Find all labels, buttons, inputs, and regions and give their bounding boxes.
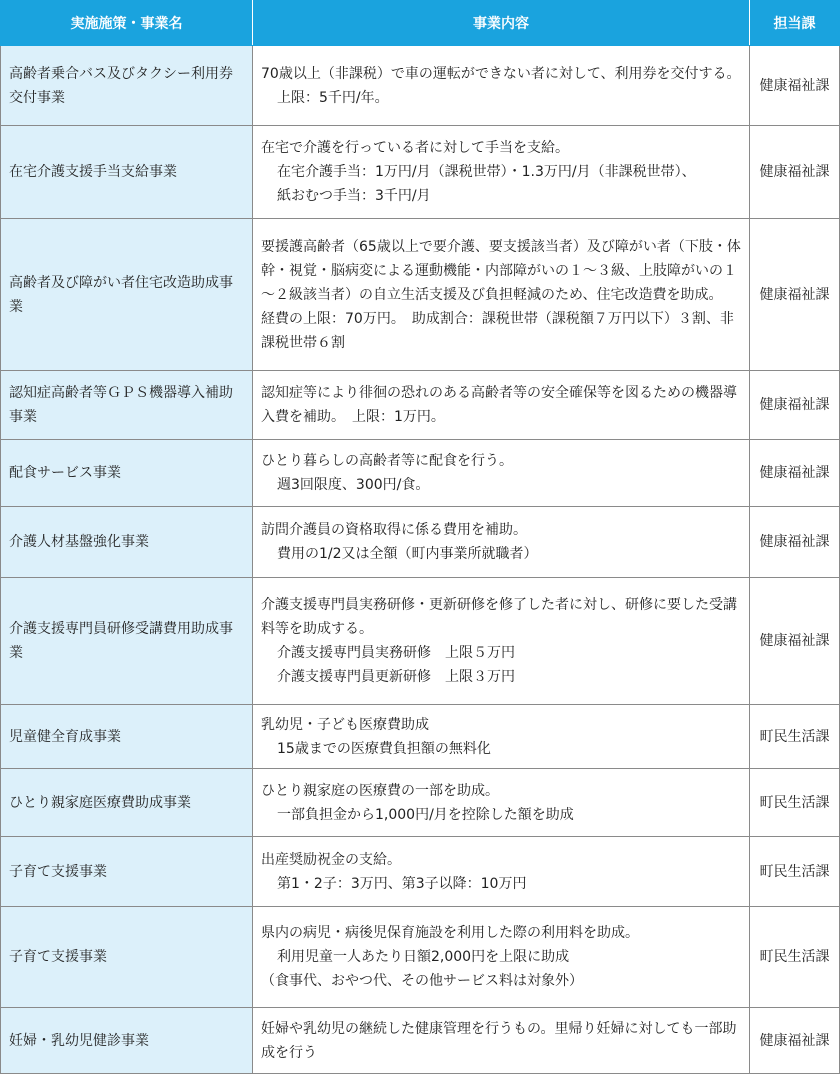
content-line: 県内の病児・病後児保育施設を利用した際の利用料を助成。 bbox=[261, 925, 639, 941]
content-line: 認知症等により徘徊の恐れのある高齢者等の安全確保等を図るための機器導入費を補助。 上限：1万円。 bbox=[261, 385, 737, 425]
department: 町民生活課 bbox=[750, 837, 840, 907]
department: 健康福祉課 bbox=[750, 440, 840, 507]
table-row bbox=[1, 769, 840, 837]
content-line: 妊婦や乳幼児の継続した健康管理を行うもの。里帰り妊婦に対しても一部助成を行う bbox=[261, 1020, 737, 1061]
table-row bbox=[1, 578, 840, 705]
program-content bbox=[253, 837, 750, 907]
content-line: 費用の1/2又は全額（町内事業所就職者） bbox=[277, 546, 538, 562]
content-line: 一部負担金から1,000円/月を控除した額を助成 bbox=[277, 806, 574, 823]
content-line: 要援護高齢者（65歳以上で要介護、要支援該当者）及び障がい者（下肢・体幹・視覚・脳病変による運動機能・内部障がいの１～３級、上肢障がいの１～２級該当者）の自立生活支援及び負担軽減のため、住宅改造費を助成。 経費の上限：70万円。 助成割合：課税世帯（課税額７万円以下）３割、非課税世帯６割 bbox=[261, 238, 741, 351]
table-row bbox=[1, 46, 840, 126]
department: 健康福祉課 bbox=[750, 507, 840, 578]
content-line: ひとり暮らしの高齢者等に配食を行う。 bbox=[261, 453, 513, 469]
content-line: 乳幼児・子ども医療費助成 bbox=[261, 716, 429, 733]
program-content bbox=[253, 126, 750, 219]
content-line: 15歳までの医療費負担額の無料化 bbox=[277, 740, 491, 757]
content-line: 在宅で介護を行っている者に対して手当を支給。 bbox=[261, 140, 569, 156]
program-name: 子育て支援事業 bbox=[1, 907, 253, 1008]
program-content bbox=[253, 219, 750, 371]
header-row bbox=[1, 1, 840, 46]
table-row bbox=[1, 507, 840, 578]
department: 健康福祉課 bbox=[750, 126, 840, 219]
table-row bbox=[1, 440, 840, 507]
content-line: 介護支援専門員更新研修 上限３万円 bbox=[277, 669, 515, 685]
program-name: 妊婦・乳幼児健診事業 bbox=[1, 1008, 253, 1074]
content-line: 介護支援専門員実務研修・更新研修を修了した者に対し、研修に要した受講料等を助成する。 bbox=[261, 597, 737, 637]
content-line: 70歳以上（非課税）で車の運転ができない者に対して、利用券を交付する。 bbox=[261, 65, 741, 82]
program-content bbox=[253, 907, 750, 1008]
content-line: 週3回限度、300円/食。 bbox=[277, 477, 430, 493]
header-department: 担当課 bbox=[750, 1, 840, 46]
table-row bbox=[1, 837, 840, 907]
content-line: 出産奨励祝金の支給。 bbox=[261, 851, 401, 868]
department: 健康福祉課 bbox=[750, 1008, 840, 1074]
department: 町民生活課 bbox=[750, 769, 840, 837]
content-line: 上限：5千円/年。 bbox=[277, 89, 389, 106]
table-row bbox=[1, 1008, 840, 1074]
content-line: 利用児童一人あたり日額2,000円を上限に助成 bbox=[277, 949, 570, 965]
program-name: 児童健全育成事業 bbox=[1, 705, 253, 769]
program-name: 子育て支援事業 bbox=[1, 837, 253, 907]
program-name: 在宅介護支援手当支給事業 bbox=[1, 126, 253, 219]
table-row bbox=[1, 907, 840, 1008]
program-name: 高齢者及び障がい者住宅改造助成事業 bbox=[1, 219, 253, 371]
content-line: 第1・2子：3万円、第3子以降：10万円 bbox=[277, 875, 527, 892]
program-content bbox=[253, 440, 750, 507]
department: 健康福祉課 bbox=[750, 46, 840, 126]
program-name: 配食サービス事業 bbox=[1, 440, 253, 507]
program-name: 認知症高齢者等ＧＰＳ機器導入補助事業 bbox=[1, 371, 253, 440]
program-content bbox=[253, 769, 750, 837]
program-name: 高齢者乗合バス及びタクシー利用券交付事業 bbox=[1, 46, 253, 126]
table-row bbox=[1, 705, 840, 769]
department: 町民生活課 bbox=[750, 907, 840, 1008]
program-name: 介護人材基盤強化事業 bbox=[1, 507, 253, 578]
content-line: 訪問介護員の資格取得に係る費用を補助。 bbox=[261, 522, 527, 538]
content-line: （食事代、おやつ代、その他サービス料は対象外） bbox=[261, 973, 583, 989]
program-content bbox=[253, 507, 750, 578]
header-program-name: 実施施策・事業名 bbox=[1, 1, 253, 46]
department: 町民生活課 bbox=[750, 705, 840, 769]
table-row bbox=[1, 219, 840, 371]
program-content bbox=[253, 371, 750, 440]
table-row bbox=[1, 126, 840, 219]
table-row bbox=[1, 371, 840, 440]
content-line: 紙おむつ手当：3千円/月 bbox=[277, 188, 431, 204]
department: 健康福祉課 bbox=[750, 578, 840, 705]
department: 健康福祉課 bbox=[750, 219, 840, 371]
program-content bbox=[253, 578, 750, 705]
program-name: ひとり親家庭医療費助成事業 bbox=[1, 769, 253, 837]
program-content bbox=[253, 705, 750, 769]
header-content: 事業内容 bbox=[253, 1, 750, 46]
program-name: 介護支援専門員研修受講費用助成事業 bbox=[1, 578, 253, 705]
program-content bbox=[253, 1008, 750, 1074]
department: 健康福祉課 bbox=[750, 371, 840, 440]
content-line: ひとり親家庭の医療費の一部を助成。 bbox=[261, 782, 499, 799]
program-content bbox=[253, 46, 750, 126]
content-line: 介護支援専門員実務研修 上限５万円 bbox=[277, 645, 515, 661]
content-line: 在宅介護手当：1万円/月（課税世帯）・1.3万円/月（非課税世帯）、 bbox=[277, 164, 696, 180]
